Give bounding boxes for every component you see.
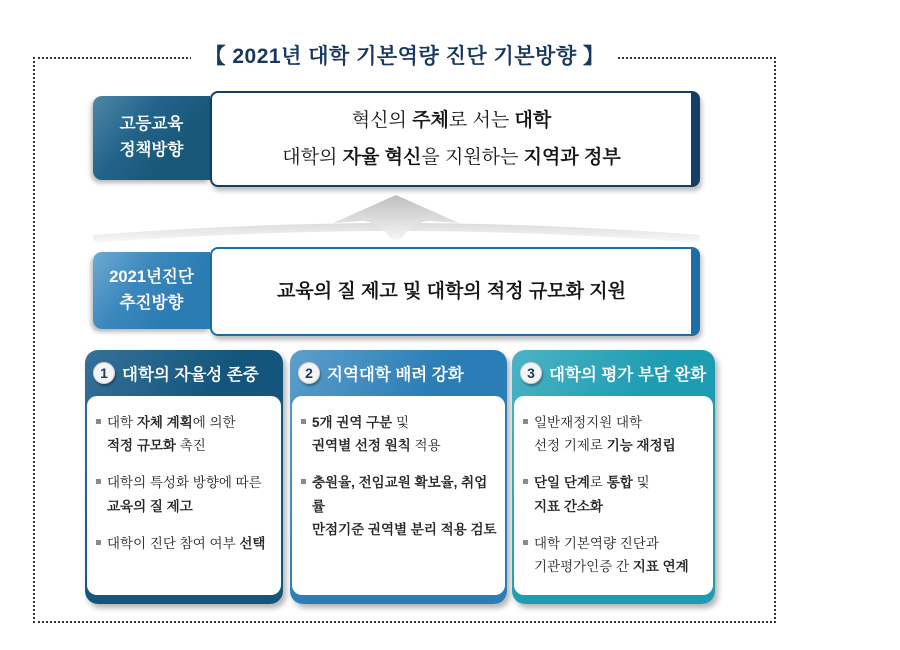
column2-body bbox=[292, 396, 505, 595]
list-item bbox=[523, 532, 705, 578]
column3-header bbox=[512, 350, 715, 396]
square-bullet-icon bbox=[301, 419, 306, 424]
diagnosis-direction-label-line2: 추진방향 bbox=[119, 293, 184, 312]
column-university-autonomy bbox=[85, 350, 283, 604]
column-regional-university bbox=[290, 350, 507, 604]
item-line: 선정 기제로 기능 재정립 bbox=[534, 438, 676, 454]
column1-title: 대학의 자율성 존중 bbox=[122, 366, 259, 384]
list-item bbox=[523, 471, 705, 517]
item-line: 대학이 진단 참여 여부 선택 bbox=[107, 535, 266, 551]
column1-header bbox=[85, 350, 283, 396]
item-line: 만점기준 권역별 분리 적용 검토 bbox=[312, 521, 497, 537]
policy-direction-line1: 혁신의 주체로 서는 대학 bbox=[351, 109, 552, 131]
diagnosis-direction-row bbox=[93, 247, 700, 336]
diagnosis-direction-content bbox=[210, 247, 700, 336]
square-bullet-icon bbox=[523, 419, 528, 424]
column2-header bbox=[290, 350, 507, 396]
item-line: 5개 권역 구분 및 bbox=[312, 415, 410, 430]
up-arrow-icon bbox=[93, 193, 700, 245]
policy-direction-label bbox=[93, 96, 210, 180]
policy-direction-row bbox=[93, 91, 700, 187]
item-line: 대학 기본역량 진단과 bbox=[534, 535, 659, 551]
list-item bbox=[523, 411, 705, 457]
column3-title: 대학의 평가 부담 완화 bbox=[549, 366, 707, 384]
policy-direction-label-line2: 정책방향 bbox=[119, 141, 184, 159]
square-bullet-icon bbox=[96, 419, 101, 424]
item-line: 일반재정지원 대학 bbox=[534, 415, 643, 430]
item-line: 기관평가인증 간 지표 연계 bbox=[534, 559, 689, 575]
item-line: 권역별 선정 원칙 적용 bbox=[312, 438, 441, 454]
list-item bbox=[301, 411, 497, 457]
item-line: 대학의 특성화 방향에 따른 bbox=[107, 475, 262, 491]
page-title: 【 2021년 대학 기본역량 진단 기본방향 】 bbox=[191, 40, 619, 70]
square-bullet-icon bbox=[523, 540, 528, 545]
list-item bbox=[301, 471, 497, 541]
policy-direction-content bbox=[210, 91, 700, 187]
list-item bbox=[96, 532, 273, 555]
square-bullet-icon bbox=[96, 479, 101, 484]
item-line: 교육의 질 제고 bbox=[107, 498, 193, 514]
column1-body bbox=[87, 396, 281, 595]
item-line: 단일 단계로 통합 및 bbox=[534, 475, 650, 491]
list-item bbox=[96, 471, 273, 517]
diagnosis-direction-label bbox=[93, 252, 210, 329]
column3-body bbox=[514, 396, 713, 595]
square-bullet-icon bbox=[301, 479, 306, 484]
list-item bbox=[96, 411, 273, 457]
diagnosis-direction-line1: 교육의 질 제고 및 대학의 적정 규모화 지원 bbox=[277, 280, 626, 302]
square-bullet-icon bbox=[96, 540, 101, 545]
column2-title: 지역대학 배려 강화 bbox=[327, 366, 464, 384]
item-line: 대학 자체 계획에 의한 bbox=[107, 415, 236, 430]
item-line: 지표 간소화 bbox=[534, 498, 603, 514]
number-3-badge-icon: 3 bbox=[520, 362, 542, 384]
item-line: 적정 규모화 촉진 bbox=[107, 438, 206, 454]
number-1-badge-icon: 1 bbox=[93, 362, 115, 384]
policy-direction-line2: 대학의 자율 혁신을 지원하는 지역과 정부 bbox=[282, 147, 621, 168]
policy-direction-label-line1: 고등교육 bbox=[119, 115, 184, 134]
diagnosis-direction-label-line1: 2021년진단 bbox=[109, 267, 194, 286]
column-evaluation-burden bbox=[512, 350, 715, 604]
item-line: 충원율, 전임교원 확보율, 취업률 bbox=[312, 475, 488, 514]
number-2-badge-icon: 2 bbox=[298, 362, 320, 384]
square-bullet-icon bbox=[523, 479, 528, 484]
diagram-frame bbox=[33, 45, 776, 623]
